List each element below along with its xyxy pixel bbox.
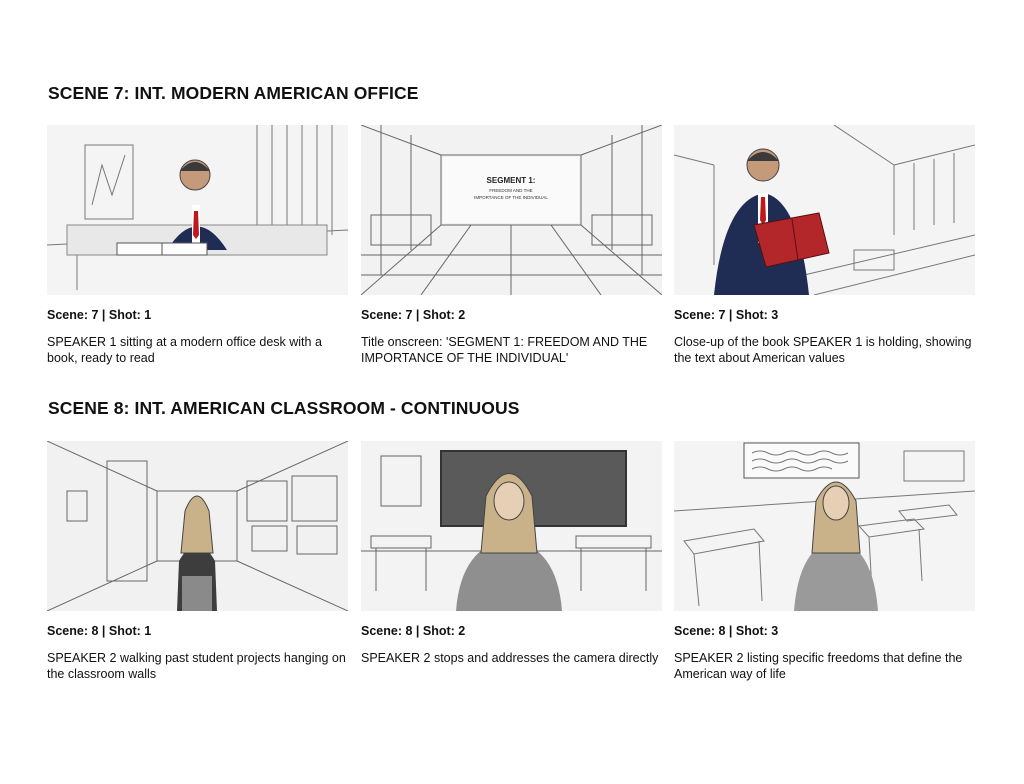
storyboard-panel-8-1 <box>47 441 348 682</box>
shot-description: Close-up of the book SPEAKER 1 is holding, showing the text about American values <box>674 335 972 365</box>
storyboard-panel-7-3 <box>674 125 975 366</box>
storyboard-panel-7-1 <box>47 125 348 366</box>
sketch-office-desk-image <box>47 125 348 295</box>
shot-description: SPEAKER 2 listing specific freedoms that define the American way of life <box>674 651 963 681</box>
shot-description: SPEAKER 2 stops and addresses the camera directly <box>361 651 659 665</box>
sketch-hallway-walk-image <box>47 441 348 611</box>
scene-8-title: SCENE 8: INT. AMERICAN CLASSROOM - CONTINUOUS <box>48 398 520 418</box>
storyboard-panel-8-2 <box>361 441 662 667</box>
shot-label: Scene: 7 | Shot: 2 <box>361 308 466 322</box>
shot-label: Scene: 8 | Shot: 2 <box>361 624 466 638</box>
onscreen-title-line2: FREEDOM AND THE <box>489 188 533 193</box>
sketch-classroom-address-image <box>361 441 662 611</box>
storyboard-panel-8-3 <box>674 441 975 682</box>
shot-description: SPEAKER 2 walking past student projects hanging on the classroom walls <box>47 651 346 681</box>
sketch-office-title-screen-image <box>361 125 662 295</box>
sketch-book-closeup-image <box>674 125 975 295</box>
scene-7-title: SCENE 7: INT. MODERN AMERICAN OFFICE <box>48 83 419 103</box>
shot-description: SPEAKER 1 sitting at a modern office desk with a book, ready to read <box>47 335 322 365</box>
onscreen-title-line1: SEGMENT 1: <box>486 176 536 185</box>
storyboard-panel-7-2 <box>361 125 662 366</box>
shot-label: Scene: 7 | Shot: 3 <box>674 308 779 322</box>
shot-label: Scene: 7 | Shot: 1 <box>47 308 152 322</box>
sketch-classroom-freedoms-image <box>674 441 975 611</box>
onscreen-title-line3: IMPORTANCE OF THE INDIVIDUAL <box>474 195 548 200</box>
shot-description: Title onscreen: 'SEGMENT 1: FREEDOM AND THE IMPORTANCE OF THE INDIVIDUAL' <box>361 335 648 365</box>
shot-label: Scene: 8 | Shot: 3 <box>674 624 779 638</box>
shot-label: Scene: 8 | Shot: 1 <box>47 624 152 638</box>
